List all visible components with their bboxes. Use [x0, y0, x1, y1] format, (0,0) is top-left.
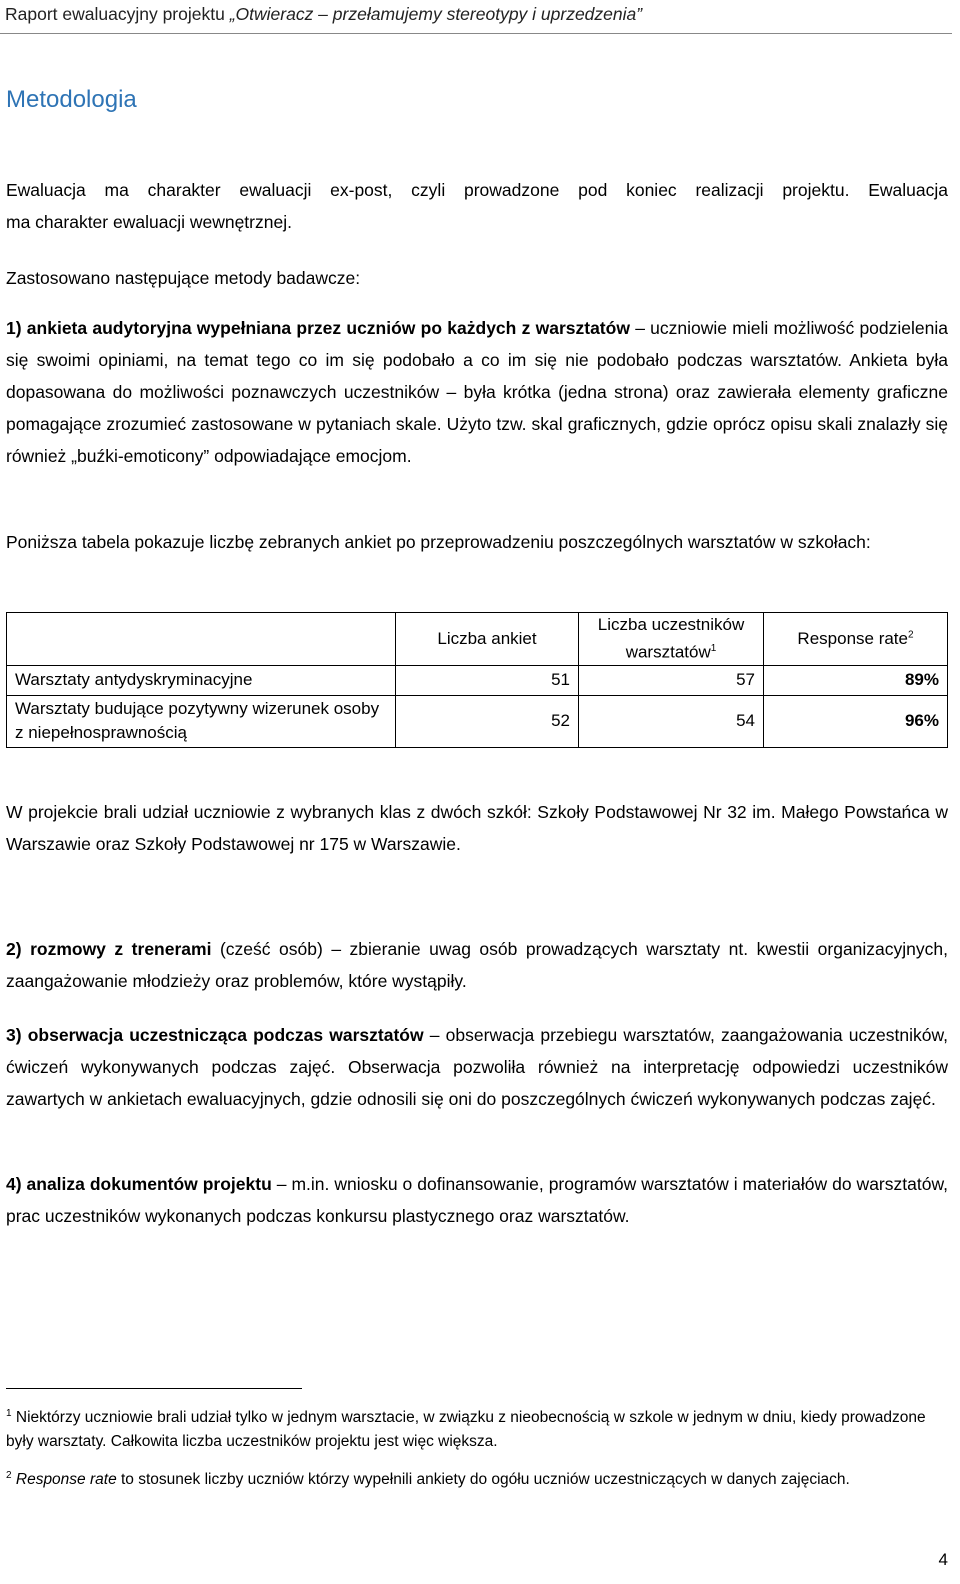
method-1-paragraph [6, 312, 948, 472]
footnote-1 [6, 1402, 948, 1454]
row-name: Warsztaty budujące pozytywny wizerunek osoby z niepełnosprawnością [7, 695, 396, 747]
intro-line-1: Ewaluacja ma charakter ewaluacji ex-post, czyli prowadzone pod koniec realizacji projektu. Ewaluacja [6, 180, 948, 200]
intro-paragraph [6, 174, 948, 238]
table-row [7, 665, 948, 695]
footnote-2-text: to stosunek liczby uczniów którzy wypełnili ankiety do ogółu uczniów uczestniczących w danych zajęciach. [116, 1471, 850, 1489]
footnote-1-mark: 1 [6, 1408, 12, 1419]
method-2-text: (cześć osób) – zbieranie uwag osób prowadzących warsztaty nt. kwestii organizacyjnych, zaangażowanie młodzieży oraz problemów, które wystąpiły. [6, 939, 949, 991]
method-1-text: – uczniowie mieli możliwość podzielenia się swoimi opiniami, na temat tego co im się podobało a co im się nie podobało podczas warsztatów. Ankieta była dopasowana do możliwości poznawczych uczestników – była krótka (jedna strona) oraz zawierała elementy graficzne pomagające zrozumieć zastosowane w pytaniach skale. Użyto tzw. skal graficznych, gdzie oprócz opisu skali znalazły się również „buźki-emoticony” odpowiadające emocjom. [6, 318, 948, 466]
methods-intro: Zastosowano następujące metody badawcze: [6, 268, 361, 288]
footnote-ref-1: 1 [710, 643, 717, 654]
row-participants: 54 [579, 695, 764, 747]
method-1-heading: 1) ankieta audytoryjna wypełniana przez uczniów po każdych z warsztatów [6, 318, 630, 338]
row-surveys: 51 [396, 665, 579, 695]
table-header-response-rate: Response rate$^2$ [764, 613, 948, 666]
method-3-paragraph [6, 1019, 948, 1115]
row-surveys: 52 [396, 695, 579, 747]
schools-paragraph: W projekcie brali udział uczniowie z wybranych klas z dwóch szkół: Szkoły Podstawowej Nr 32 im. Małego Powstańca w Warszawie oraz Szkoły Podstawowej nr 175 w Warszawie. [6, 802, 948, 854]
table-row [7, 695, 948, 747]
footnote-2-mark: 2 [6, 1470, 12, 1481]
table-header-participants: Liczba uczestników warsztatów$^1$ [579, 613, 764, 666]
row-response-rate: 89% [764, 665, 948, 695]
intro-line-2: ma charakter ewaluacji wewnętrznej. [6, 212, 292, 232]
footnote-1-text: Niektórzy uczniowie brali udział tylko w jednym warsztacie, w związku z nieobecnością w szkole w jednym w dniu, kiedy prowadzone były warsztaty. Całkowita liczba uczestników projektu jest więc większa. [6, 1409, 926, 1451]
running-header [5, 4, 642, 25]
method-4-heading: 4) analiza dokumentów projektu [6, 1174, 272, 1194]
method-3-heading: 3) obserwacja uczestnicząca podczas warsztatów [6, 1025, 424, 1045]
row-participants: 57 [579, 665, 764, 695]
page-number: 4 [938, 1550, 948, 1569]
method-3-text: – obserwacja przebiegu warsztatów, zaangażowania uczestników, ćwiczeń wykonywanych podczas zajęć. Obserwacja pozwoliła również na interpretację odpowiedzi uczestników zawartych w ankietach ewaluacyjnych, gdzie odnosili się oni do poszczególnych ćwiczeń wykonywanych podczas zajęć. [6, 1025, 948, 1109]
table-header-surveys: Liczba ankiet [396, 613, 579, 666]
survey-table [6, 612, 948, 748]
header-prefix: Raport ewaluacyjny projektu [5, 4, 230, 24]
header-divider [0, 33, 952, 34]
method-4-text: – m.in. wniosku o dofinansowanie, programów warsztatów i materiałów do warsztatów, prac uczestników wykonanych podczas konkursu plastycznego oraz warsztatów. [6, 1174, 948, 1226]
footnote-2-term: Response rate [15, 1471, 117, 1489]
row-response-rate: 96% [764, 695, 948, 747]
method-2-paragraph [6, 933, 948, 997]
table-header-row [7, 613, 948, 666]
footnote-2 [6, 1464, 948, 1492]
method-2-heading: 2) rozmowy z trenerami [6, 939, 212, 959]
footnote-divider [6, 1388, 302, 1389]
table-header-empty [7, 613, 396, 666]
row-name: Warsztaty antydyskryminacyjne [7, 665, 396, 695]
footnote-ref-2: 2 [908, 629, 914, 641]
table-intro: Poniższa tabela pokazuje liczbę zebranych ankiet po przeprowadzeniu poszczególnych warsztatów w szkołach: [6, 532, 871, 552]
method-4-paragraph [6, 1168, 948, 1232]
header-project-title: „Otwieracz – przełamujemy stereotypy i uprzedzenia” [229, 4, 643, 24]
section-title: Metodologia [6, 86, 137, 113]
